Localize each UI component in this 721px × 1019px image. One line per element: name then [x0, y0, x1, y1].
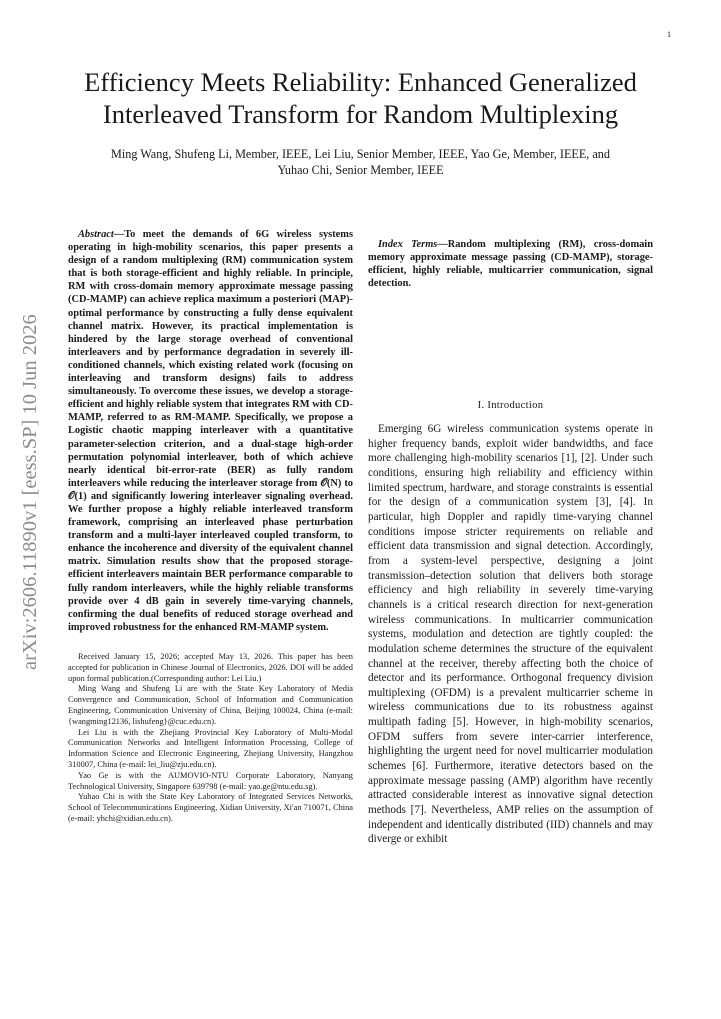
- footnotes: [68, 652, 353, 825]
- arxiv-stamp-text: arXiv:2606.11890v1 [eess.SP] 10 Jun 2026: [19, 314, 41, 670]
- page-number: 1: [667, 30, 671, 39]
- footnote-liu: Lei Liu is with the Zhejiang Provincial Key Laboratory of Multi-Modal Communication Networks and Intelligent Information Processing, College of Information Science and Electronic Engineering, Zhejiang University, Hangzhou 310007, China (e-mail: lei_liu@zju.edu.cn).: [68, 727, 353, 769]
- abstract-lead: Abstract: [78, 229, 114, 240]
- abstract: [68, 228, 353, 634]
- paper-title: [40, 66, 681, 130]
- right-column-top: [368, 228, 653, 290]
- authors-line-1: Ming Wang, Shufeng Li, Member, IEEE, Lei Liu, Senior Member, IEEE, Yao Ge, Member, IEEE, and: [111, 147, 610, 161]
- title-line-1: Efficiency Meets Reliability: Enhanced Generalized: [84, 67, 637, 97]
- section-heading-introduction: I. Introduction: [477, 400, 544, 411]
- title-line-2: Interleaved Transform for Random Multiplexing: [102, 99, 619, 129]
- left-column: [68, 228, 353, 634]
- footnote-chi: Yuhao Chi is with the State Key Laboratory of Integrated Services Networks, School of Telecommunications Engineering, Xidian University, Xi'an 710071, China (e-mail: yhchi@xidian.edu.cn).: [68, 792, 353, 823]
- index-terms-lead: Index Terms: [378, 239, 438, 250]
- author-list: [50, 146, 671, 178]
- footnote-wang-li: Ming Wang and Shufeng Li are with the State Key Laboratory of Media Convergence and Communication, School of Information and Communication Engineering, Communication University of China, Beijing 100024, China (e-mail: {wangming12136, lishufeng}@cuc.edu.cn).: [68, 684, 353, 726]
- introduction-text: Emerging 6G wireless communication systems operate in higher frequency bands, exploit wider bandwidths, and face more challenging high-mobility scenarios [1], [2]. Under such conditions, ensuring high reliability and efficiency within limited spectrum, hardware, and storage constraints is essential for the design of a communication system [3], [4]. In particular, high Doppler and rapidly time-varying channel conditions impose stricter requirements on reliable and efficient data transmission and signal detection. Accordingly, from a system-level perspective, designing a joint transmission–detection solution that delivers both storage efficiency and high reliability in severely time-varying channels is a critical research direction for next-generation wireless communications. In multicarrier communication systems, modulation and detection are tightly coupled: the modulation scheme determines the structure of the equivalent channel at the receiver, thereby affecting both the choice of detector and its performance. Orthogonal frequency division multiplexing (OFDM) is a prevalent multicarrier scheme in wireless communications due to its robustness against multipath fading [5]. However, in high-mobility scenarios, OFDM suffers from severe inter-carrier interference, highlighting the urgent need for novel multicarrier modulation schemes [6]. Furthermore, iterative detectors based on the approximate message passing (AMP) algorithm have recently attracted considerable interest as innovative signal detection methods [7]. Nevertheless, AMP relies on the assumption of independent and identically distributed (IID) channels and may diverge or exhibit: [368, 423, 653, 846]
- index-terms-text: —Random multiplexing (RM), cross-domain memory approximate message passing (CD-MAMP), storage-efficient, highly reliable, multicarrier communication, signal detection.: [368, 239, 653, 290]
- index-terms: [368, 238, 653, 290]
- footnote-received: Received January 15, 2026; accepted May 13, 2026. This paper has been accepted for publication in Chinese Journal of Electronics, 2026. DOI will be added upon formal publication.(Corresponding author: Lei Liu.): [68, 652, 353, 683]
- authors-line-2: Yuhao Chi, Senior Member, IEEE: [277, 163, 444, 177]
- footnote-ge: Yao Ge is with the AUMOVIO-NTU Corporate Laboratory, Nanyang Technological University, Singapore 639798 (e-mail: yao.ge@ntu.edu.sg).: [68, 770, 353, 791]
- abstract-text: —To meet the demands of 6G wireless systems operating in high-mobility scenarios, this paper presents a design of a random multiplexing (RM) communication system that is both storage-efficient and highly reliable. In principle, RM with cross-domain memory approximate message passing (CD-MAMP) can achieve replica maximum a posteriori (MAP)-optimal performance by constructing a fully dense equivalent channel matrix. However, its practical implementation is hindered by the large storage overhead of conventional interleavers and by performance degradation in severely ill-conditioned channels, which existing related work (focusing on interleaving and transform designs) fails to address simultaneously. To overcome these issues, we develop a storage-efficient and highly reliable system that integrates RM with CD-MAMP, referred to as RM-MAMP. Specifically, we propose a Logistic chaotic mapping interleaver with a quantitative parameter-selection criterion, and a dual-stage high-order permutation polynomial interleaver, both of which achieve nearly identical bit-error-rate (BER) as fully random interleavers while reducing the interleaver storage from 𝒪(N) to 𝒪(1) and significantly lowering interleaver signaling overhead. We further propose a highly reliable interleaved transform framework, comprising an interleaved phase perturbation transform and a multi-layer interleaved coupled transform, to enhance the incoherence and diversity of the equivalent channel matrix. Simulation results show that the proposed storage-efficient interleavers maintain BER performance comparable to fully random interleavers, while the highly reliable transforms provide over 4 dB gain in severely time-varying channels, confirming the dual benefits of reduced storage overhead and improved robustness for the enhanced RM-MAMP system.: [68, 229, 353, 633]
